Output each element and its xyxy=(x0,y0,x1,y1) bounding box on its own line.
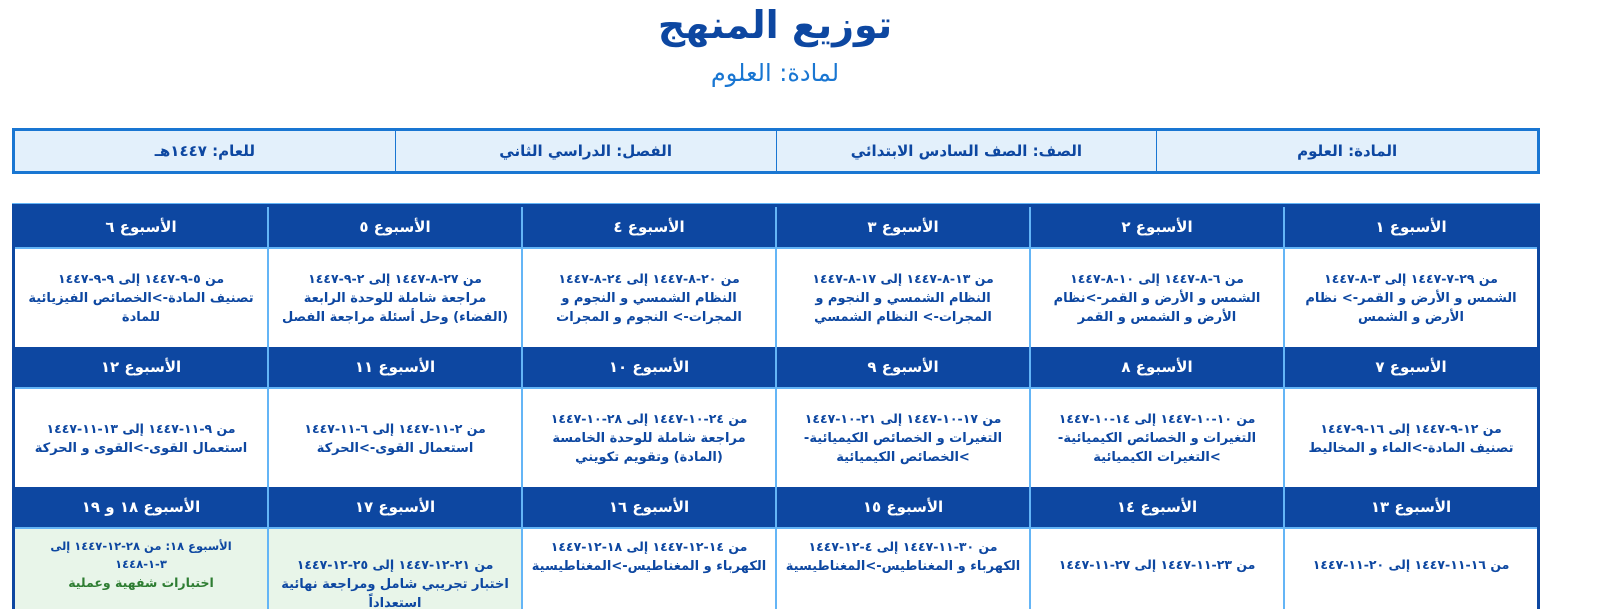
page-subtitle: لمادة: العلوم xyxy=(710,59,840,87)
info-semester: الفصل: الدراسي الثاني xyxy=(395,131,776,171)
week-header: الأسبوع ٣ xyxy=(775,207,1029,249)
week-cell xyxy=(1283,249,1537,347)
week-header: الأسبوع ١٨ و ١٩ xyxy=(15,487,267,529)
info-year: للعام: ١٤٤٧هـ xyxy=(154,142,255,160)
week-cell xyxy=(1283,389,1537,487)
week-cell xyxy=(521,389,775,487)
week-header: الأسبوع ١ xyxy=(1283,207,1537,249)
week-cell-exam xyxy=(267,529,521,609)
week-cell xyxy=(521,249,775,347)
week-header-row xyxy=(15,487,1537,529)
week-header: الأسبوع ٤ xyxy=(521,207,775,249)
week-content-row xyxy=(15,389,1537,487)
week-dates: من ١٦-١١-١٤٤٧ إلى ٢٠-١١-١٤٤٧ xyxy=(1312,557,1510,572)
week-dates: من ٥-٩-١٤٤٧ إلى ٩-٩-١٤٤٧ xyxy=(57,271,225,286)
schedule-table xyxy=(12,204,1540,609)
week-cell xyxy=(15,389,267,487)
week-content-row xyxy=(15,249,1537,347)
week-topic: استعمال القوى->الحركة xyxy=(316,440,474,456)
exam-dates: الأسبوع ١٨: من ٢٨-١٢-١٤٤٧ إلى ٣-١-١٤٤٨ xyxy=(50,539,232,571)
week-dates: من ٢٧-٨-١٤٤٧ إلى ٢-٩-١٤٤٧ xyxy=(308,271,482,286)
week-dates: من ٣٠-١١-١٤٤٧ إلى ٤-١٢-١٤٤٧ xyxy=(808,539,998,554)
week-header: الأسبوع ٦ xyxy=(15,207,267,249)
week-cell xyxy=(1029,389,1283,487)
week-cell xyxy=(1029,249,1283,347)
week-dates: من ٩-١١-١٤٤٧ إلى ١٣-١١-١٤٤٧ xyxy=(46,420,236,436)
week-header: الأسبوع ١٣ xyxy=(1283,487,1537,529)
week-header: الأسبوع ٧ xyxy=(1283,347,1537,389)
week-dates: من ١٣-٨-١٤٤٧ إلى ١٧-٨-١٤٤٧ xyxy=(812,271,994,286)
week-topic: مراجعة شاملة للوحدة الخامسة (المادة) وتقويم تكويني xyxy=(552,431,746,465)
week-topic: النظام الشمسي و النجوم و المجرات-> النجوم و المجرات xyxy=(556,291,742,325)
week-dates: من ٢٩-٧-١٤٤٧ إلى ٣-٨-١٤٤٧ xyxy=(1324,271,1498,286)
week-dates: من ٢٤-١٠-١٤٤٧ إلى ٢٨-١٠-١٤٤٧ xyxy=(550,411,748,426)
week-header: الأسبوع ١٥ xyxy=(775,487,1029,529)
week-topic: مراجعة شاملة للوحدة الرابعة (الفضاء) وحل أسئلة مراجعة الفصل xyxy=(281,291,509,325)
week-cell xyxy=(775,249,1029,347)
week-dates: من ٢٣-١١-١٤٤٧ إلى ٢٧-١١-١٤٤٧ xyxy=(1058,557,1256,572)
week-topic: استعمال القوى->القوى و الحركة xyxy=(34,440,248,456)
week-dates: من ٢-١١-١٤٤٧ إلى ٦-١١-١٤٤٧ xyxy=(304,420,486,436)
week-header: الأسبوع ١٧ xyxy=(267,487,521,529)
week-dates: من ١٤-١٢-١٤٤٧ إلى ١٨-١٢-١٤٤٧ xyxy=(550,539,748,554)
week-topic: النظام الشمسي و النجوم و المجرات-> النظام الشمسي xyxy=(814,291,992,325)
week-dates: من ٢٠-٨-١٤٤٧ إلى ٢٤-٨-١٤٤٧ xyxy=(558,271,740,286)
week-dates: من ١٧-١٠-١٤٤٧ إلى ٢١-١٠-١٤٤٧ xyxy=(804,411,1002,426)
week-header: الأسبوع ١٤ xyxy=(1029,487,1283,529)
week-cell xyxy=(775,389,1029,487)
info-grade: الصف: الصف السادس الابتدائي xyxy=(776,131,1157,171)
week-topic: تصنيف المادة->الخصائص الفيزيائية للمادة xyxy=(28,291,254,325)
exam-title: اختبارات شفهية وعملية xyxy=(68,575,214,590)
week-cell xyxy=(267,249,521,347)
info-bar xyxy=(12,128,1540,174)
week-cell xyxy=(1029,529,1283,609)
week-cell-exam xyxy=(15,529,267,609)
week-topic: الشمس و الأرض و القمر-> نظام الأرض و الشمس xyxy=(1305,291,1517,325)
week-header-row xyxy=(15,347,1537,389)
week-topic: اختبار تجريبي شامل ومراجعة نهائية استعداداً xyxy=(281,577,509,611)
week-dates: من ١٠-١٠-١٤٤٧ إلى ١٤-١٠-١٤٤٧ xyxy=(1058,411,1256,426)
week-cell xyxy=(1283,529,1537,609)
week-dates: من ٢١-١٢-١٤٤٧ إلى ٢٥-١٢-١٤٤٧ xyxy=(296,557,494,572)
week-topic: الكهرباء و المغناطيس->المغناطيسية xyxy=(531,559,767,574)
week-cell xyxy=(267,389,521,487)
week-header: الأسبوع ١٢ xyxy=(15,347,267,389)
week-cell xyxy=(521,529,775,609)
week-topic: التغيرات و الخصائص الكيميائية->الخصائص الكيميائية xyxy=(803,431,1003,465)
week-content-row xyxy=(15,529,1537,609)
week-header: الأسبوع ٥ xyxy=(267,207,521,249)
week-cell xyxy=(775,529,1029,609)
week-dates: من ١٢-٩-١٤٤٧ إلى ١٦-٩-١٤٤٧ xyxy=(1320,420,1502,436)
week-topic: الشمس و الأرض و القمر->نظام الأرض و الشمس و القمر xyxy=(1053,291,1261,325)
week-topic: التغيرات و الخصائص الكيميائية->التغيرات الكيميائية xyxy=(1057,431,1257,465)
week-header-row xyxy=(15,207,1537,249)
week-header: الأسبوع ١٦ xyxy=(521,487,775,529)
info-subject: المادة: العلوم xyxy=(1156,131,1537,171)
week-header: الأسبوع ٩ xyxy=(775,347,1029,389)
week-header: الأسبوع ١٠ xyxy=(521,347,775,389)
week-cell xyxy=(15,249,267,347)
week-topic: الكهرباء و المغناطيس->المغناطيسية xyxy=(785,559,1021,574)
week-header: الأسبوع ٢ xyxy=(1029,207,1283,249)
week-header: الأسبوع ٨ xyxy=(1029,347,1283,389)
week-header: الأسبوع ١١ xyxy=(267,347,521,389)
page-title: توزيع المنهج xyxy=(657,3,893,47)
week-dates: من ٦-٨-١٤٤٧ إلى ١٠-٨-١٤٤٧ xyxy=(1070,271,1244,286)
week-topic: تصنيف المادة->الماء و المخاليط xyxy=(1308,440,1514,456)
